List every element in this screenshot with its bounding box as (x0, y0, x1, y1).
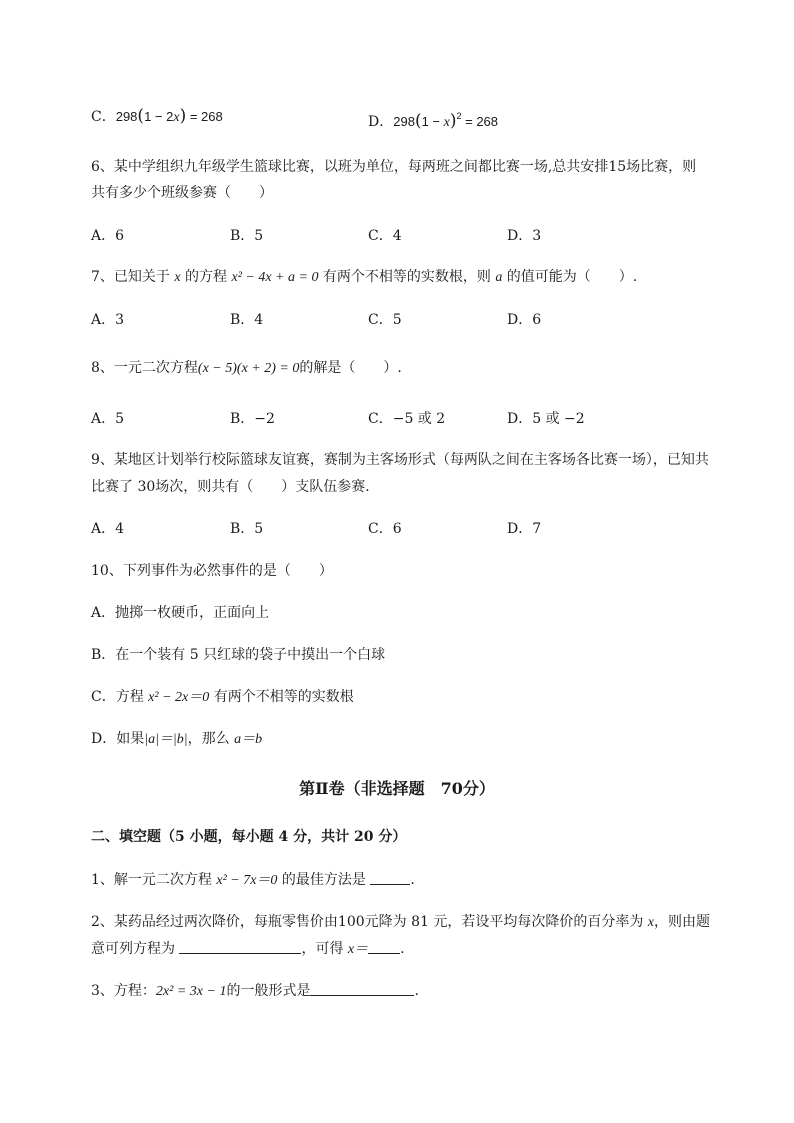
math-equation: x² − 4x + a = 0 (231, 270, 319, 285)
math-result: a＝b (234, 732, 263, 747)
answer-blank (179, 939, 301, 954)
q6-stem-line2: 共有多少个班级参赛（ ） (91, 185, 273, 201)
q6-stem-line1: 6、某中学组织九年级学生篮球比赛，以班为单位，每两班之间都比赛一场,总共安排15场比赛，则 (91, 159, 697, 175)
q9-option-d: D．7 (507, 521, 542, 537)
q7-option-d: D．6 (507, 312, 542, 328)
text: 7、已知关于 (91, 269, 175, 285)
text: 的最佳方法是 (277, 872, 371, 888)
math-variable: a (495, 270, 503, 285)
q9-stem-line1: 9、某地区计划举行校际篮球友谊赛，赛制为主客场形式（每两队之间在主客场各比赛一场），已知共 (91, 452, 709, 468)
math-expression: 1 − (421, 114, 444, 129)
math-variable: x＝ (347, 942, 369, 957)
math-condition: |a|＝|b| (144, 732, 188, 747)
fill-q2-line2 (91, 939, 405, 960)
q9-option-b: B．5 (230, 521, 264, 537)
text: 有两个不相等的实数根 (209, 689, 354, 705)
math-equation: x² − 7x＝0 (216, 873, 278, 888)
math-equation: x² − 2x＝0 (148, 690, 210, 705)
text: . (414, 983, 419, 999)
math-rhs: = 268 (186, 109, 223, 124)
text: 的值可能为（ ）. (502, 269, 638, 285)
option-c: C．298(1 − 2x) = 268 (91, 106, 223, 126)
option-letter: C． (91, 109, 116, 125)
text: ，则由题 (654, 914, 711, 930)
math-expression: 1 − 2 (144, 109, 174, 124)
q9-option-c: C．6 (368, 521, 402, 537)
math-variable: x (443, 115, 450, 130)
q10-option-d (91, 729, 262, 750)
text: 有两个不相等的实数根，则 (318, 269, 496, 285)
q6-option-d: D．3 (507, 228, 542, 244)
q10-option-b: B．在一个装有 5 只红球的袋子中摸出一个白球 (91, 647, 386, 663)
text: C．方程 (91, 689, 149, 705)
q10-option-c (91, 687, 354, 708)
text: . (400, 941, 405, 957)
q10-stem: 10、下列事件为必然事件的是（ ） (91, 563, 333, 579)
text: 2、某药品经过两次降价，每瓶零售价由100元降为 81 元，若设平均每次降价的百分率为 (91, 914, 648, 930)
option-letter: D． (368, 114, 394, 130)
answer-blank (310, 981, 414, 996)
math-equation: (x − 5)(x + 2) = 0 (197, 361, 300, 376)
q8-option-a: A．5 (91, 411, 125, 427)
q7-option-b: B．4 (230, 312, 264, 328)
q8-option-c: C．−5 或 2 (368, 411, 446, 427)
text: ，可得 (301, 941, 348, 957)
q6-option-b: B．5 (230, 228, 264, 244)
part2-heading: 第Ⅱ卷（非选择题 70分） (299, 779, 495, 798)
text: 的解是（ ）. (299, 360, 402, 376)
text: 的方程 (180, 269, 232, 285)
q8-option-b: B．−2 (230, 411, 275, 427)
math-variable: x (173, 110, 180, 125)
answer-blank (368, 939, 400, 954)
text: D．如果 (91, 731, 145, 747)
fill-section-title: 二、填空题（5 小题，每小题 4 分，共计 20 分） (91, 829, 407, 845)
q7-stem (91, 267, 637, 288)
q8-stem (91, 358, 402, 379)
math-variable: x (174, 270, 181, 285)
q7-option-c: C．5 (368, 312, 402, 328)
math-variable: x (647, 915, 655, 930)
math-number: 298 (115, 109, 138, 124)
fill-q2-line1 (91, 912, 710, 933)
math-equation: 2x² = 3x − 1 (155, 984, 227, 999)
q8-option-d: D．5 或 −2 (507, 411, 585, 427)
q9-option-a: A．4 (91, 521, 125, 537)
math-rhs: = 268 (461, 114, 499, 129)
q6-option-a: A．6 (91, 228, 125, 244)
text: 意可列方程为 (91, 941, 180, 957)
text: . (410, 872, 415, 888)
math-exponent: 2 (456, 111, 462, 121)
answer-blank (370, 870, 410, 885)
text: 的一般形式是 (226, 983, 311, 999)
text: 3、方程： (91, 983, 156, 999)
q10-option-a: A．抛掷一枚硬币，正面向上 (91, 605, 270, 621)
q6-option-c: C．4 (368, 228, 402, 244)
text: 1、解一元二次方程 (91, 872, 217, 888)
text: ，那么 (187, 731, 235, 747)
option-d: D．$298(1 - x)^2 = 268$ (368, 111, 499, 131)
fill-q3 (91, 981, 419, 1002)
q7-option-a: A．3 (91, 312, 125, 328)
math-number: 298 (393, 114, 415, 129)
q9-stem-line2: 比赛了 30场次，则共有（ ）支队伍参赛． (91, 479, 380, 495)
text: 8、一元二次方程 (91, 360, 198, 376)
fill-q1 (91, 870, 415, 891)
